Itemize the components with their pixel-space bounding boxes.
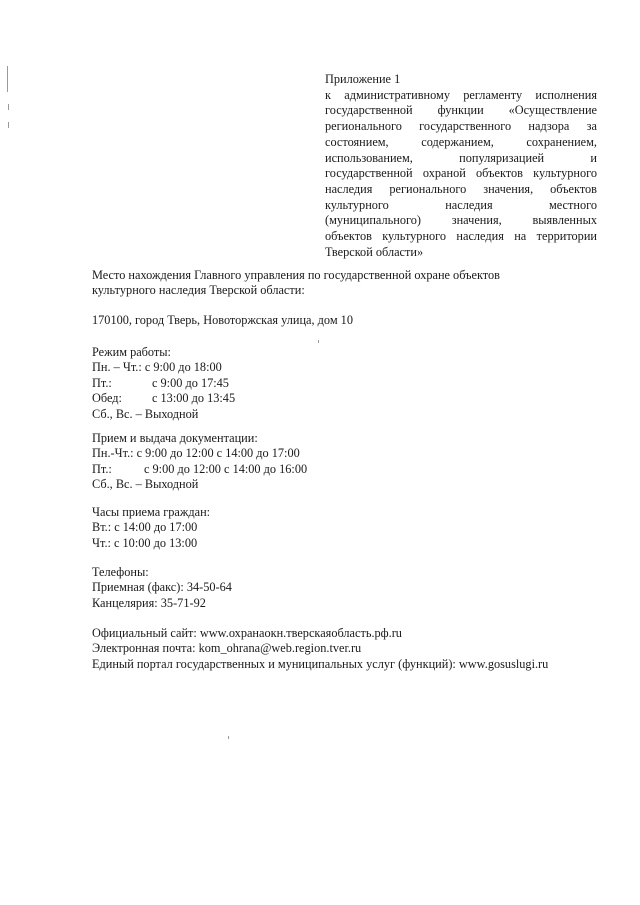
docs-hours-label: Пт.: (92, 461, 112, 476)
citizens-hours-heading: Часы приема граждан: (92, 505, 211, 519)
address-section (92, 313, 612, 328)
work-hours-value: с 9:00 до 17:45 (152, 375, 229, 390)
appendix-text-line: объектов культурного наследия на территории (325, 229, 597, 244)
appendix-header (325, 72, 597, 260)
work-hours-row: Пн. – Чт.: с 9:00 до 18:00 (92, 360, 222, 375)
docs-hours-row (92, 462, 612, 477)
work-hours-row: Сб., Вс. – Выходной (92, 406, 199, 421)
scan-artifact-line (7, 66, 8, 92)
appendix-text-line: государственной охраной объектов культурного (325, 166, 597, 181)
gov-portal: Единый портал государственных и муниципальных услуг (функций): www.gosuslugi.ru (92, 656, 549, 671)
phone-office: Канцелярия: 35-71-92 (92, 595, 206, 610)
phones-heading: Телефоны: (92, 565, 149, 579)
location-text: Место нахождения Главного управления по государственной охране объектов (92, 268, 500, 282)
work-hours-section (92, 345, 612, 422)
scan-artifact-dot (8, 122, 9, 128)
citizens-hours-row: Вт.: с 14:00 до 17:00 (92, 520, 198, 535)
appendix-text-line: Тверской области» (325, 244, 424, 259)
email: Электронная почта: kom_ohrana@web.region.tver.ru (92, 641, 362, 656)
citizens-hours-section (92, 505, 612, 551)
appendix-text-line: к административному регламенту исполнения (325, 87, 597, 102)
citizens-hours-row: Чт.: с 10:00 до 13:00 (92, 535, 198, 550)
location-section (92, 268, 612, 299)
work-hours-value: с 13:00 до 13:45 (152, 391, 236, 406)
appendix-text-line: использованием, популяризацией и (325, 150, 597, 165)
scan-artifact-dot (318, 340, 319, 343)
phone-reception: Приемная (факс): 34-50-64 (92, 580, 232, 595)
official-site: Официальный сайт: www.охранаокн.тверскаяобласть.рф.ru (92, 626, 402, 640)
docs-hours-row: Сб., Вс. – Выходной (92, 477, 199, 492)
appendix-title: Приложение 1 (325, 72, 401, 86)
location-text: культурного наследия Тверской области: (92, 283, 305, 298)
docs-hours-heading: Прием и выдача документации: (92, 431, 258, 445)
appendix-text-line: регионального государственного надзора за (325, 119, 597, 134)
address: 170100, город Тверь, Новоторжская улица, дом 10 (92, 313, 353, 327)
work-hours-heading: Режим работы: (92, 345, 171, 359)
docs-hours-value: с 9:00 до 12:00 с 14:00 до 16:00 (144, 461, 308, 476)
links-section (92, 626, 612, 672)
appendix-text-line: культурного наследия местного (325, 197, 597, 212)
docs-hours-section (92, 431, 612, 493)
work-hours-row (92, 391, 612, 406)
appendix-text-line: состоянием, содержанием, сохранением, (325, 134, 597, 149)
work-hours-label: Обед: (92, 391, 122, 406)
scan-artifact-dot (8, 104, 9, 110)
work-hours-row (92, 376, 612, 391)
scan-artifact-dot (228, 736, 229, 739)
appendix-text-line: наследия регионального значения, объектов (325, 181, 597, 196)
appendix-text-line: государственной функции «Осуществление (325, 103, 597, 118)
appendix-text-line: (муниципального) значения, выявленных (325, 213, 597, 228)
docs-hours-row: Пн.-Чт.: с 9:00 до 12:00 с 14:00 до 17:00 (92, 446, 300, 461)
work-hours-label: Пт.: (92, 375, 112, 390)
phones-section (92, 565, 612, 611)
